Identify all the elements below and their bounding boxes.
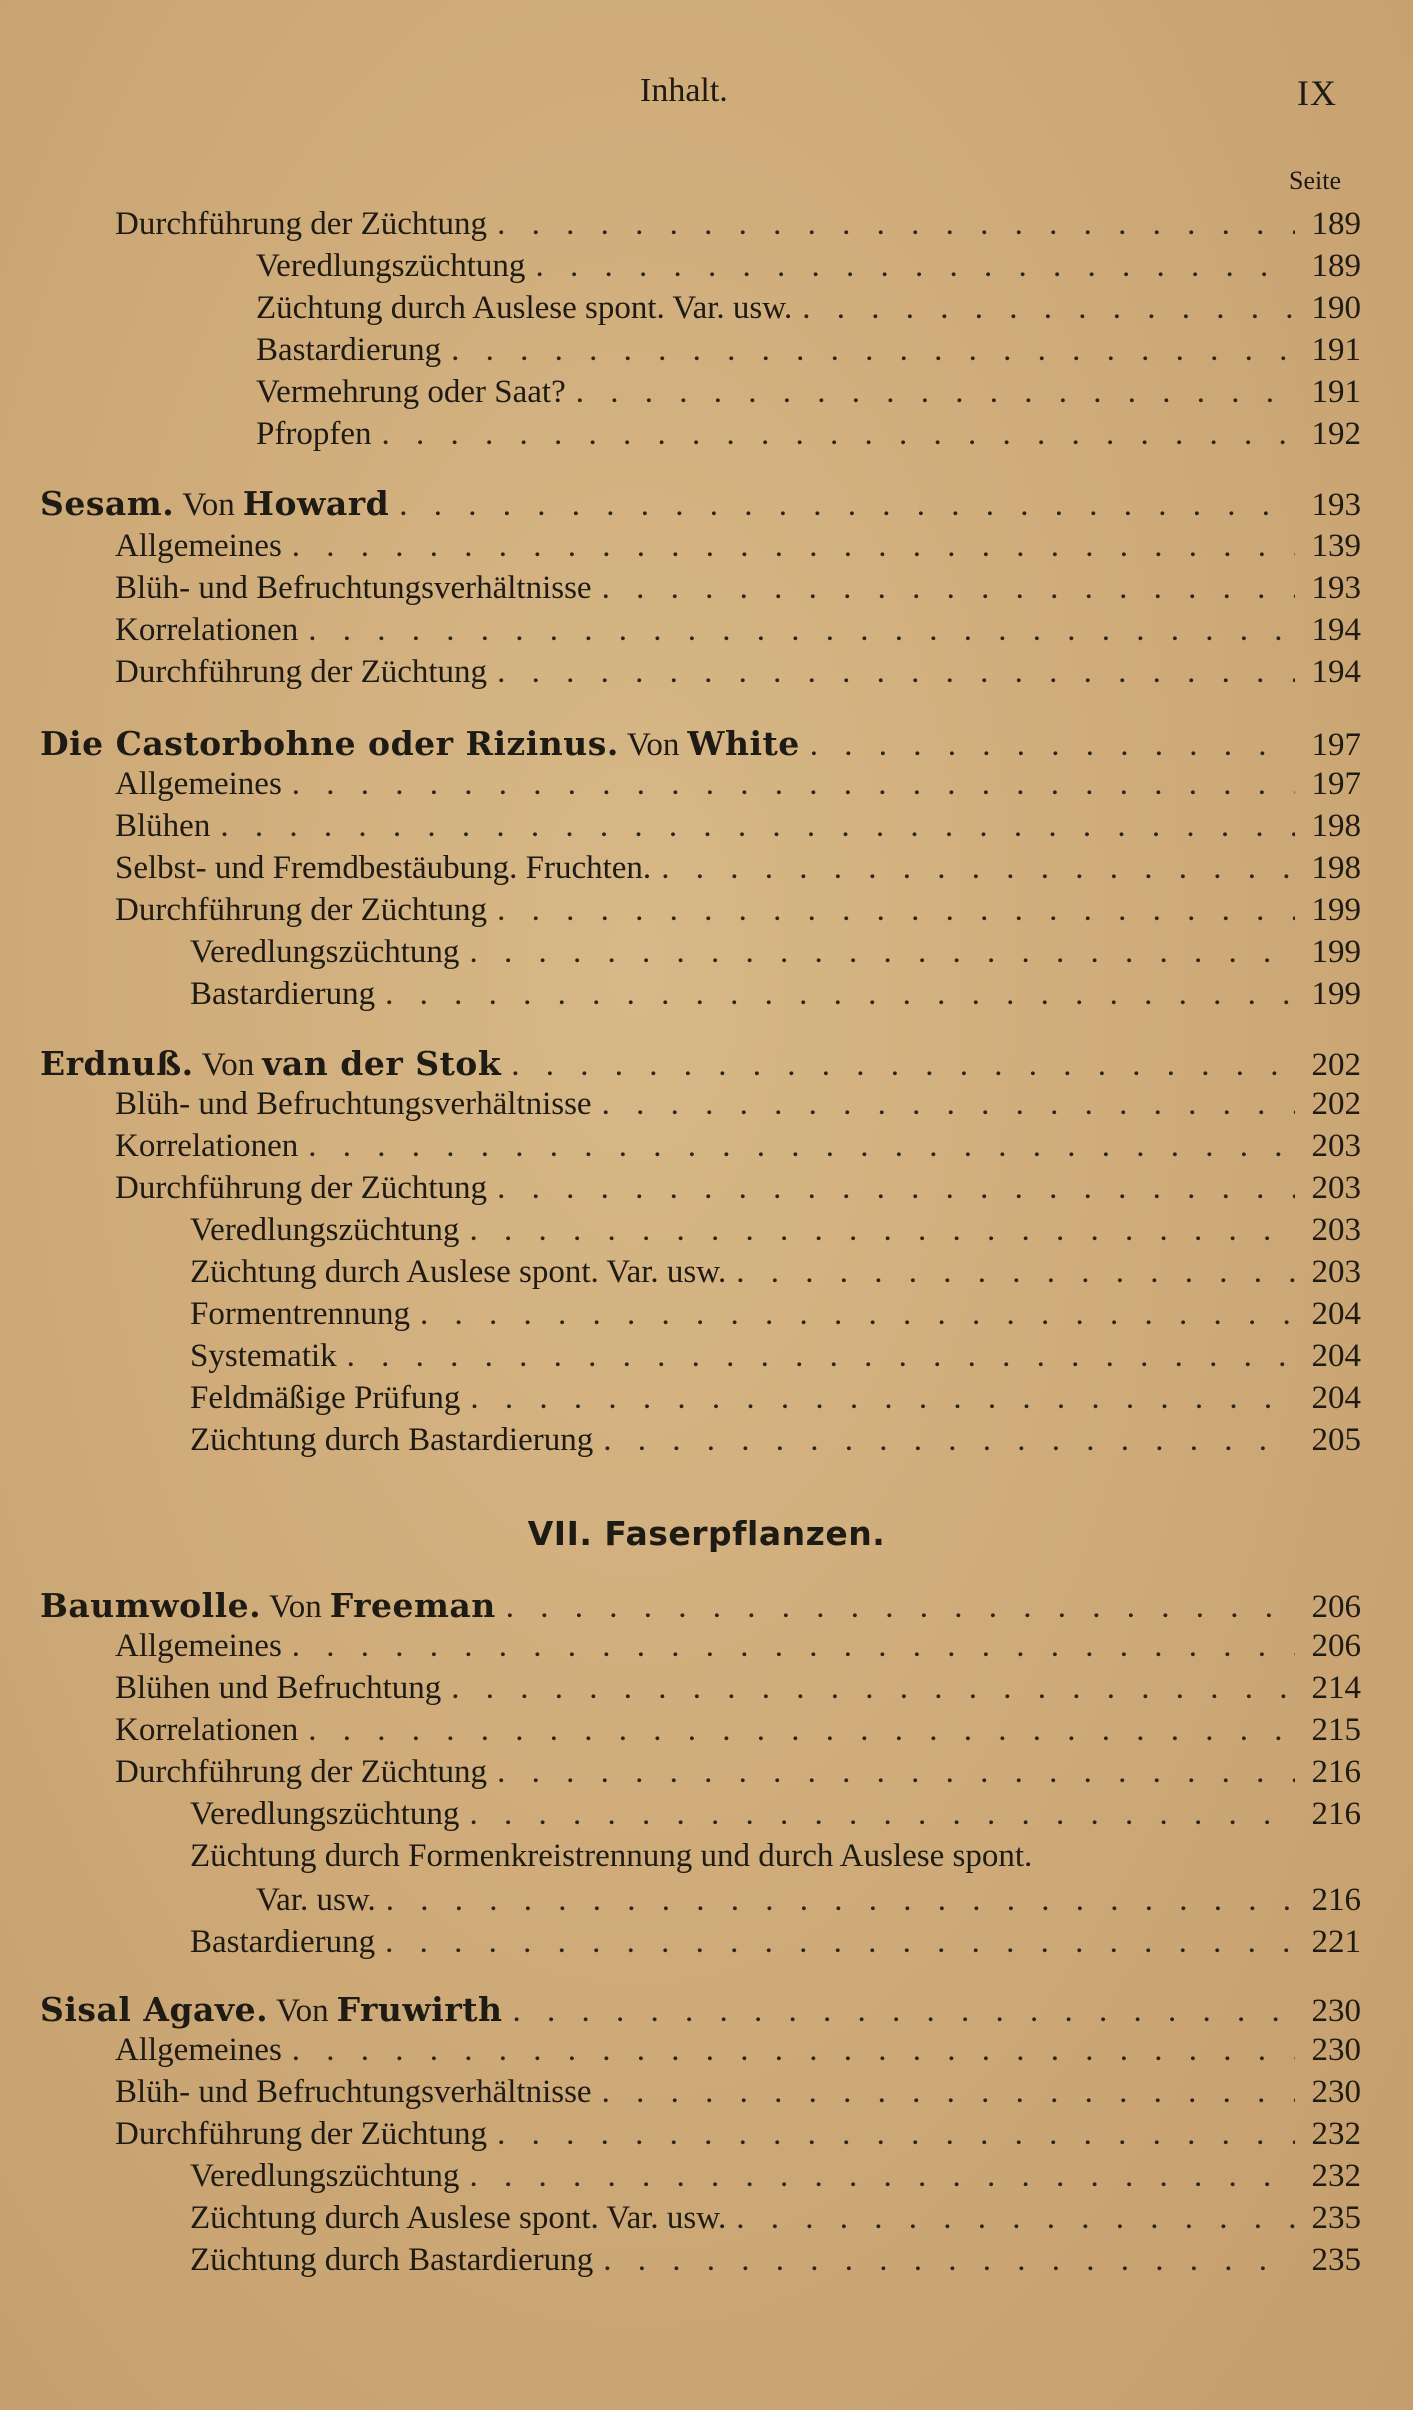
toc-entry-page: 193 <box>1311 487 1361 523</box>
toc-entry[interactable] <box>0 2032 1413 2072</box>
toc-entry-page: 230 <box>1311 2074 1361 2110</box>
toc-entry-label: Feldmäßige Prüfung <box>190 1380 461 1416</box>
leader-dots <box>292 528 1295 565</box>
toc-entry-label: Veredlungszüchtung <box>190 1212 460 1248</box>
leader-dots <box>736 2200 1295 2237</box>
toc-entry-label: Bastardierung <box>256 332 442 368</box>
leader-dots <box>347 1338 1295 1375</box>
leader-dots <box>292 766 1295 803</box>
toc-entry-page: 194 <box>1311 612 1361 648</box>
toc-entry-label: Veredlungszüchtung <box>190 1796 460 1832</box>
leader-dots <box>497 206 1295 243</box>
chapter-author: Fruwirth <box>336 1990 503 2029</box>
toc-entry-page: 139 <box>1311 528 1361 564</box>
toc-entry-label: Durchführung der Züchtung <box>115 892 488 928</box>
leader-dots <box>451 1670 1295 1707</box>
leader-dots <box>220 808 1295 845</box>
toc-entry-page: 230 <box>1311 1993 1361 2029</box>
leader-dots <box>661 850 1295 887</box>
toc-entry-page: 230 <box>1311 2032 1361 2068</box>
toc-chapter-entry[interactable] <box>0 1044 1413 1084</box>
toc-entry-label: Veredlungszüchtung <box>190 934 460 970</box>
toc-entry[interactable] <box>0 1628 1413 1668</box>
toc-entry-page: 197 <box>1311 766 1361 802</box>
leader-dots <box>802 290 1295 327</box>
toc-entry-label: Pfropfen <box>256 416 372 452</box>
toc-entry[interactable] <box>0 1128 1413 1168</box>
toc-entry-page: 199 <box>1311 934 1361 970</box>
toc-entry-page: 221 <box>1311 1924 1361 1960</box>
leader-dots <box>292 2032 1295 2069</box>
leader-dots <box>469 2158 1295 2195</box>
toc-entry-page: 197 <box>1311 727 1361 763</box>
toc-entry-label: Durchführung der Züchtung <box>115 1170 488 1206</box>
leader-dots <box>308 612 1295 649</box>
toc-entry[interactable] <box>0 416 1413 456</box>
toc-entry-label: Züchtung durch Auslese spont. Var. usw. <box>190 1254 727 1290</box>
toc-entry[interactable] <box>0 766 1413 806</box>
toc-entry[interactable] <box>0 2074 1413 2114</box>
toc-entry[interactable] <box>0 1796 1413 1836</box>
toc-entry-label: Züchtung durch Bastardierung <box>190 2242 594 2278</box>
toc-entry-label: Züchtung durch Auslese spont. Var. usw. <box>190 2200 727 2236</box>
leader-dots <box>497 2116 1295 2153</box>
toc-entry-page: 191 <box>1311 374 1361 410</box>
chapter-title: Baumwolle. <box>40 1586 262 1625</box>
toc-entry-label-continuation: Var. usw. <box>256 1882 376 1918</box>
toc-entry[interactable] <box>0 248 1413 288</box>
toc-entry-page: 214 <box>1311 1670 1361 1706</box>
toc-entry-page: 204 <box>1311 1338 1361 1374</box>
chapter-author: Howard <box>242 484 390 523</box>
toc-chapter-entry[interactable] <box>0 724 1413 764</box>
toc-entry[interactable] <box>0 612 1413 652</box>
toc-entry-label: Züchtung durch Bastardierung <box>190 1422 594 1458</box>
toc-entry[interactable] <box>0 2158 1413 2198</box>
toc-entry-page: 191 <box>1311 332 1361 368</box>
toc-entry-label: Allgemeines <box>115 766 282 802</box>
toc-entry-page: 198 <box>1311 808 1361 844</box>
toc-entry[interactable] <box>0 1422 1413 1462</box>
toc-entry-page: 194 <box>1311 654 1361 690</box>
leader-dots <box>497 892 1295 929</box>
toc-entry-label: Blüh- und Befruchtungsverhältnisse <box>115 570 592 606</box>
leader-dots <box>469 1796 1295 1833</box>
toc-entry[interactable] <box>0 1170 1413 1210</box>
leader-dots <box>308 1128 1295 1165</box>
toc-entry-page: 199 <box>1311 976 1361 1012</box>
chapter-title: Sesam. <box>40 484 175 523</box>
toc-entry[interactable] <box>0 1086 1413 1126</box>
toc-entry[interactable] <box>0 1754 1413 1794</box>
toc-entry-label: Bastardierung <box>190 1924 376 1960</box>
running-head-page-number: IX <box>1297 73 1337 113</box>
toc-entry-label-line[interactable]: Züchtung durch Formenkreistrennung und durch Auslese spont. <box>190 1838 1033 1874</box>
toc-entry[interactable] <box>0 1882 1413 1922</box>
toc-entry[interactable] <box>0 374 1413 414</box>
toc-entry[interactable] <box>0 2116 1413 2156</box>
leader-dots <box>576 374 1295 411</box>
toc-entry-label: Durchführung der Züchtung <box>115 2116 488 2152</box>
toc-entry-page: 202 <box>1311 1086 1361 1122</box>
toc-entry-label: Korrelationen <box>115 1712 299 1748</box>
toc-entry-page: 206 <box>1311 1628 1361 1664</box>
toc-entry-page: 203 <box>1311 1212 1361 1248</box>
leader-dots <box>497 654 1295 691</box>
toc-entry-page: 203 <box>1311 1170 1361 1206</box>
chapter-title: Die Castorbohne oder Rizinus. <box>40 724 619 763</box>
chapter-title: Sisal Agave. <box>40 1990 269 2029</box>
toc-entry-label: Allgemeines <box>115 528 282 564</box>
leader-dots <box>451 332 1295 369</box>
leader-dots <box>603 2242 1295 2279</box>
toc-entry[interactable] <box>0 332 1413 372</box>
leader-dots <box>602 570 1295 607</box>
toc-entry[interactable] <box>0 2242 1413 2282</box>
leader-dots <box>399 487 1295 524</box>
toc-entry-label: Allgemeines <box>115 2032 282 2068</box>
chapter-author: White <box>687 724 800 763</box>
toc-entry-page: 193 <box>1311 570 1361 606</box>
toc-entry[interactable] <box>0 1254 1413 1294</box>
toc-entry-label: Blüh- und Befruchtungsverhältnisse <box>115 1086 592 1122</box>
toc-entry-label: Veredlungszüchtung <box>190 2158 460 2194</box>
toc-entry-label: Korrelationen <box>115 612 299 648</box>
toc-entry[interactable] <box>0 1212 1413 1252</box>
toc-entry-page: 198 <box>1311 850 1361 886</box>
chapter-author: van der Stok <box>262 1044 502 1083</box>
chapter-von: Von <box>276 1993 329 2029</box>
toc-entry-page: 199 <box>1311 892 1361 928</box>
chapter-title: Erdnuß. <box>40 1044 194 1083</box>
leader-dots <box>736 1254 1295 1291</box>
toc-entry[interactable] <box>0 1712 1413 1752</box>
section-heading: VII. Faserpflanzen. <box>527 1514 886 1553</box>
toc-entry[interactable] <box>0 206 1413 246</box>
toc-entry-label: Blühen und Befruchtung <box>115 1670 442 1706</box>
toc-entry-page: 216 <box>1311 1796 1361 1832</box>
toc-entry[interactable] <box>0 976 1413 1016</box>
toc-entry-label: Allgemeines <box>115 1628 282 1664</box>
toc-entry-page: 202 <box>1311 1047 1361 1083</box>
toc-entry[interactable] <box>0 290 1413 330</box>
leader-dots <box>292 1628 1295 1665</box>
toc-entry[interactable] <box>0 1924 1413 1964</box>
toc-entry-page: 189 <box>1311 248 1361 284</box>
toc-entry-label: Blüh- und Befruchtungsverhältnisse <box>115 2074 592 2110</box>
toc-entry-page: 204 <box>1311 1380 1361 1416</box>
chapter-author: Freeman <box>329 1586 496 1625</box>
chapter-von: Von <box>182 487 235 523</box>
toc-chapter-entry[interactable] <box>0 484 1413 524</box>
leader-dots <box>386 1882 1295 1919</box>
toc-entry[interactable] <box>0 654 1413 694</box>
leader-dots <box>497 1170 1295 1207</box>
toc-entry-label: Blühen <box>115 808 211 844</box>
leader-dots <box>602 2074 1295 2111</box>
toc-entry[interactable] <box>0 1296 1413 1336</box>
toc-entry[interactable] <box>0 934 1413 974</box>
leader-dots <box>603 1422 1295 1459</box>
leader-dots <box>308 1712 1295 1749</box>
toc-entry-label: Durchführung der Züchtung <box>115 654 488 690</box>
toc-chapter-entry[interactable] <box>0 1586 1413 1626</box>
leader-dots <box>511 1047 1295 1084</box>
page-column-label: Seite <box>1289 166 1341 195</box>
toc-entry[interactable] <box>0 1338 1413 1378</box>
toc-entry-label: Korrelationen <box>115 1128 299 1164</box>
toc-entry-page: 206 <box>1311 1589 1361 1625</box>
toc-entry-page: 192 <box>1311 416 1361 452</box>
leader-dots <box>381 416 1295 453</box>
toc-entry[interactable] <box>0 892 1413 932</box>
toc-entry-page: 215 <box>1311 1712 1361 1748</box>
toc-entry-label: Formentrennung <box>190 1296 410 1332</box>
running-head-title: Inhalt. <box>640 72 728 109</box>
leader-dots <box>470 1380 1295 1417</box>
toc-entry-page: 235 <box>1311 2242 1361 2278</box>
leader-dots <box>469 1212 1295 1249</box>
leader-dots <box>497 1754 1295 1791</box>
leader-dots <box>385 976 1295 1013</box>
toc-entry-page: 205 <box>1311 1422 1361 1458</box>
toc-entry[interactable] <box>0 808 1413 848</box>
toc-entry-page: 203 <box>1311 1128 1361 1164</box>
toc-entry-page: 189 <box>1311 206 1361 242</box>
toc-entry-page: 232 <box>1311 2158 1361 2194</box>
toc-entry-label: Bastardierung <box>190 976 376 1012</box>
toc-entry-label: Durchführung der Züchtung <box>115 1754 488 1790</box>
toc-entry-label: Züchtung durch Auslese spont. Var. usw. <box>256 290 793 326</box>
toc-entry[interactable] <box>0 1670 1413 1710</box>
toc-entry[interactable] <box>0 528 1413 568</box>
leader-dots <box>810 727 1295 764</box>
leader-dots <box>469 934 1295 971</box>
toc-entry[interactable] <box>0 850 1413 890</box>
chapter-von: Von <box>269 1589 322 1625</box>
chapter-von: Von <box>201 1047 255 1083</box>
chapter-von: Von <box>626 727 680 763</box>
toc-entry-label: Systematik <box>190 1338 337 1374</box>
toc-entry-page: 203 <box>1311 1254 1361 1290</box>
toc-chapter-entry[interactable] <box>0 1990 1413 2030</box>
toc-entry-page: 190 <box>1311 290 1361 326</box>
leader-dots <box>385 1924 1295 1961</box>
toc-entry-page: 232 <box>1311 2116 1361 2152</box>
leader-dots <box>420 1296 1295 1333</box>
leader-dots <box>512 1993 1295 2030</box>
toc-entry-page: 216 <box>1311 1882 1361 1918</box>
leader-dots <box>602 1086 1295 1123</box>
toc-entry-label: Vermehrung oder Saat? <box>256 374 566 410</box>
toc-entry[interactable] <box>0 1380 1413 1420</box>
leader-dots <box>535 248 1295 285</box>
toc-entry[interactable] <box>0 570 1413 610</box>
leader-dots <box>506 1589 1295 1626</box>
toc-entry-label: Veredlungszüchtung <box>256 248 526 284</box>
toc-entry-page: 216 <box>1311 1754 1361 1790</box>
toc-entry-label: Durchführung der Züchtung <box>115 206 488 242</box>
toc-entry-page: 204 <box>1311 1296 1361 1332</box>
toc-entry-page: 235 <box>1311 2200 1361 2236</box>
toc-entry[interactable] <box>0 2200 1413 2240</box>
toc-entry-label: Selbst- und Fremdbestäubung. Fruchten. <box>115 850 652 886</box>
